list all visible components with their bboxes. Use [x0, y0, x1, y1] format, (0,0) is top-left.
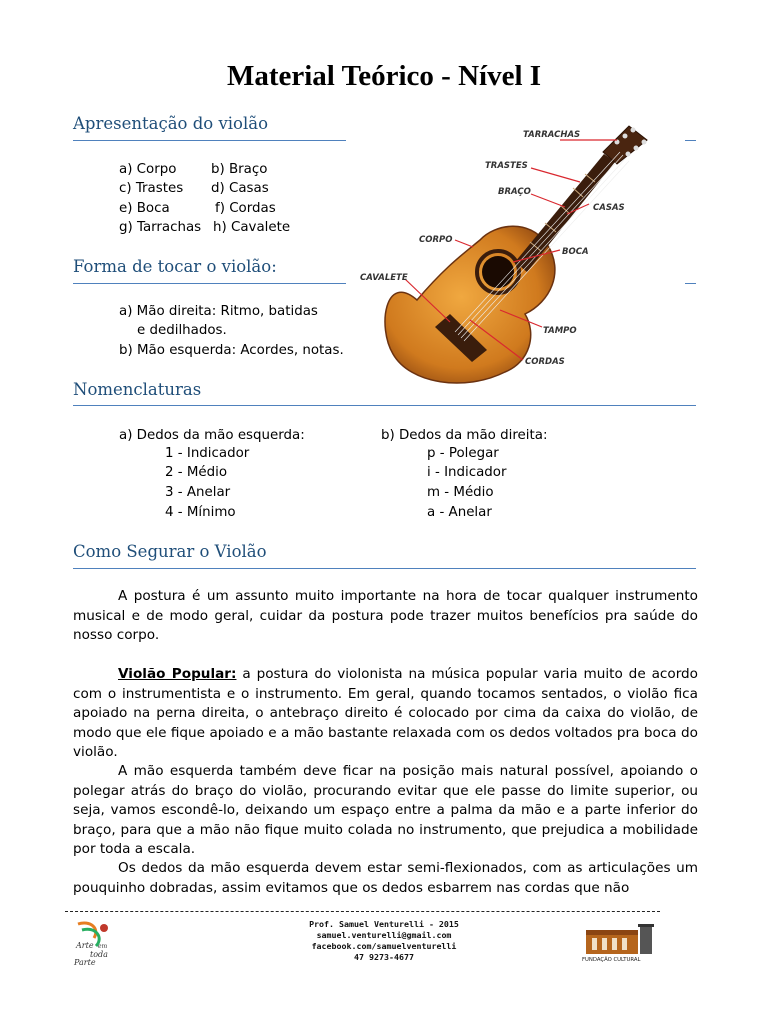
heading-rule	[73, 568, 696, 569]
left-finger-item: 1 - Indicador	[165, 446, 250, 461]
forma-line: e dedilhados.	[137, 323, 227, 338]
heading-como-segurar: Como Segurar o Violão	[73, 542, 267, 561]
forma-line: a) Mão direita: Ritmo, batidas	[119, 304, 318, 319]
heading-rule	[73, 140, 346, 141]
paragraph-dedos	[73, 859, 698, 898]
logo-text: Parte	[74, 958, 96, 967]
paragraph-text: a postura do violonista na música popular varia muito de acordo com o instrumentista e o instrumento. Em geral, quando tocamos sentados, o violão fica apoiado na perna direita, o antebraço direito é colocado por cima da caixa do violão, de modo que ele fique apoiado e a mão bastante relaxada com os dedos voltados pra boca do violão.	[73, 666, 698, 761]
arte-em-toda-parte-logo	[70, 918, 120, 968]
part-item: h) Cavalete	[213, 220, 291, 235]
forma-line: b) Mão esquerda: Acordes, notas.	[119, 343, 344, 358]
label-braco: BRAÇO	[498, 187, 531, 197]
label-cavalete: CAVALETE	[360, 273, 408, 283]
guitar-soundhole	[477, 251, 519, 293]
logo-text: Arte	[76, 941, 94, 950]
label-trastes: TRASTES	[485, 161, 528, 171]
heading-rule	[73, 405, 696, 406]
label-tampo: TAMPO	[543, 326, 577, 336]
footer-email: samuel.venturelli@gmail.com	[316, 930, 452, 940]
right-finger-item: m - Médio	[427, 485, 494, 500]
left-finger-item: 3 - Anelar	[165, 485, 231, 500]
footer-contact	[250, 919, 518, 963]
right-finger-item: a - Anelar	[427, 505, 492, 520]
heading-forma-de-tocar: Forma de tocar o violão:	[73, 257, 277, 276]
fundacao-cultural-logo	[582, 918, 658, 964]
guitar-headstock	[603, 126, 647, 164]
page-title: Material Teórico - Nível I	[226, 60, 542, 92]
left-finger-item: 2 - Médio	[165, 465, 228, 480]
heading-apresentacao: Apresentação do violão	[73, 114, 269, 133]
label-corpo: CORPO	[419, 235, 453, 245]
footer-facebook: facebook.com/samuelventurelli	[311, 941, 457, 951]
right-finger-item: p - Polegar	[427, 446, 499, 461]
left-hand-title: a) Dedos da mão esquerda:	[119, 428, 305, 443]
label-tarrachas: TARRACHAS	[523, 130, 581, 140]
paragraph-violao-popular	[73, 665, 698, 763]
heading-rule	[73, 283, 346, 284]
part-item: e) Boca	[119, 201, 170, 216]
heading-nomenclaturas: Nomenclaturas	[73, 380, 202, 399]
label-cordas: CORDAS	[525, 357, 565, 367]
paragraph-mao-esquerda	[73, 762, 698, 860]
part-item: g) Tarrachas	[119, 220, 202, 235]
footer-author: Prof. Samuel Venturelli - 2015	[309, 919, 459, 929]
guitar-illustration	[355, 122, 700, 394]
logo-text: toda	[90, 950, 108, 959]
paragraph-text: A mão esquerda também deve ficar na posição mais natural possível, apoiando o polegar atrás do braço do violão, procurando evitar que ele passe do limite superior, ou seja, vamos escondê-lo, deixando um espaço entre a palma da mão e a parte inferior do braço, para que a mão não fique muito colada no instrumento, que prejudica a mobilidade por toda a escala.	[73, 763, 698, 858]
paragraph-postura	[73, 587, 698, 646]
logo-text: FUNDAÇÃO CULTURAL	[582, 957, 641, 963]
violao-popular-label: Violão Popular:	[118, 666, 237, 682]
part-item: d) Casas	[211, 181, 269, 196]
left-finger-item: 4 - Mínimo	[165, 505, 236, 520]
part-item: b) Braço	[211, 162, 268, 177]
right-hand-title: b) Dedos da mão direita:	[381, 428, 548, 443]
paragraph-text: Os dedos da mão esquerda devem estar semi-flexionados, com as articulações um pouquinho dobradas, assim evitamos que os dedos esbarrem nas cordas que não	[73, 860, 698, 896]
footer-divider	[65, 911, 660, 912]
part-item: a) Corpo	[119, 162, 177, 177]
part-item: f) Cordas	[215, 201, 276, 216]
part-item: c) Trastes	[119, 181, 184, 196]
paragraph-text: A postura é um assunto muito importante na hora de tocar qualquer instrumento musical e de modo geral, cuidar da postura pode trazer muitos benefícios pra saúde do nosso corpo.	[73, 588, 698, 644]
label-casas: CASAS	[593, 203, 625, 213]
logo-text: em	[98, 943, 108, 950]
right-finger-item: i - Indicador	[427, 465, 507, 480]
footer-phone: 47 9273-4677	[354, 952, 414, 962]
label-boca: BOCA	[562, 247, 589, 257]
